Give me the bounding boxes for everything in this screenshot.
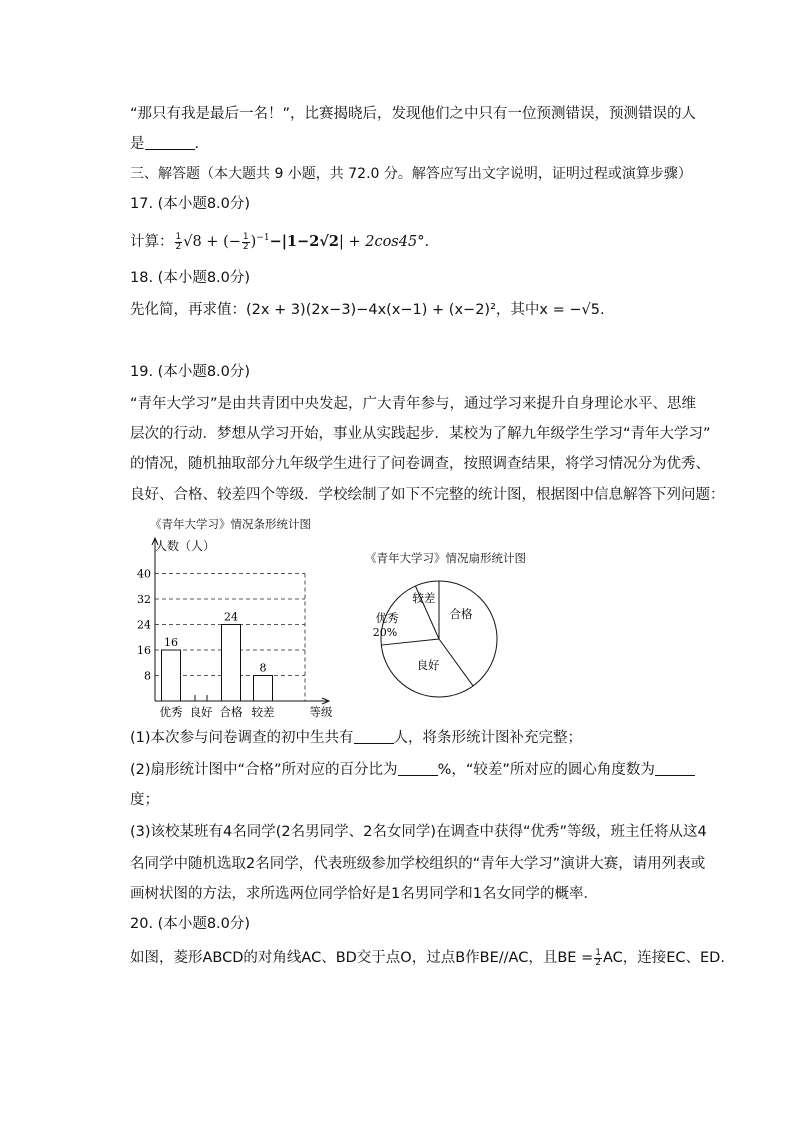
q17-end: | + 2cos45°. [338, 234, 430, 250]
q20-heading: 20. (本小题8.0分) [130, 916, 251, 932]
frac-den: 2 [595, 957, 601, 968]
q19-sub-3-line-3: 画树状图的方法，求所选两位同学恰好是1名男同学和1名女同学的概率． [130, 886, 598, 902]
y-tick-label: 40 [137, 567, 151, 581]
q19-s2-text-mid: %，“较差”所对应的圆心角度数为 [437, 762, 655, 778]
bar-4 [254, 676, 273, 702]
answer-blank[interactable] [655, 761, 695, 776]
bar-value-label: 8 [259, 661, 267, 675]
x-tick-label: 优秀 [159, 705, 183, 719]
frac-den: 2 [175, 241, 182, 252]
paren-close: ) [250, 234, 257, 250]
section-3-heading: 三、解答题（本大题共 9 小题，共 72.0 分。解答应写出文字说明，证明过程或演算步骤） [130, 166, 692, 182]
answer-blank[interactable] [398, 761, 438, 776]
q19-sub-3-line-2: 名同学中随机选取2名同学，代表班级参加学校组织的“青年大学习”演讲大赛，请用列表或 [130, 856, 706, 872]
q19-para-3: 的情况，随机抽取部分九年级学生进行了问卷调查，按照调查结果，将学习情况分为优秀、 [130, 456, 710, 472]
y-tick-label: 32 [137, 593, 151, 606]
q17-prefix: 计算： [130, 234, 174, 250]
q19-s1-text: (1)本次参与问卷调查的初中生共有 [130, 730, 354, 746]
frac-num: 1 [595, 947, 601, 958]
fraction-half [175, 233, 183, 252]
frac-num: 1 [175, 231, 182, 242]
bar-1 [162, 650, 181, 701]
bar-chart-ylabel: 人数（人） [155, 539, 216, 553]
x-tick-label: 良好 [189, 705, 213, 719]
q19-s2-text: (2)扇形统计图中“合格”所对应的百分比为 [130, 762, 398, 778]
x-tick-label: 合格 [219, 705, 243, 719]
bar-value-label: 16 [164, 636, 178, 649]
y-tick-label: 16 [137, 644, 151, 657]
pie-label: 优秀 [375, 611, 399, 625]
pie-chart-title: 《青年大学习》情况扇形统计图 [365, 551, 526, 565]
answer-blank[interactable] [145, 135, 195, 150]
exponent: −1 [256, 233, 270, 243]
q20-text-b: AC，连接EC、ED. [602, 950, 725, 966]
q17-plus: + (− [201, 234, 241, 250]
q19-s1-text-end: 人，将条形统计图补充完整； [393, 730, 583, 746]
y-tick-label: 24 [137, 618, 151, 632]
prev-answer-suffix: . [194, 136, 200, 152]
x-axis-label: 等级 [309, 705, 333, 719]
y-tick-label: 8 [144, 669, 151, 683]
fraction-half-2 [242, 233, 250, 252]
q19-sub-3-line-1: (3)该校某班有4名同学(2名男同学、2名女同学)在调查中获得“优秀”等级，班主任将从这4 [130, 824, 707, 840]
prev-answer-prefix: 是 [130, 136, 145, 152]
q20-text-a: 如图，菱形ABCD的对角线AC、BD交于点O，过点B作BE//AC，且BE = [130, 950, 594, 966]
q19-para-4: 良好、合格、较差四个等级．学校绘制了如下不完整的统计图，根据图中信息解答下列问题： [130, 487, 725, 503]
bar-value-label: 24 [224, 610, 238, 624]
sqrt-8: √8 [183, 234, 202, 250]
bar-chart [120, 535, 340, 725]
q17-heading: 17. (本小题8.0分) [130, 196, 251, 212]
sqrt-2: √2 [319, 233, 339, 250]
x-tick-label: 较差 [251, 705, 275, 719]
q19-sub-1 [130, 728, 582, 748]
q19-heading: 19. (本小题8.0分) [130, 364, 251, 380]
q19-para-2: 层次的行动．梦想从学习开始，事业从实践起步．某校为了解九年级学生学习“青年大学习” [130, 426, 711, 442]
q19-sub-2-end: 度； [130, 792, 159, 808]
pie-chart [360, 568, 520, 728]
q18-heading: 18. (本小题8.0分) [130, 270, 251, 286]
q17-abs: −|1−2 [269, 233, 320, 250]
answer-blank[interactable] [354, 729, 394, 744]
q17-expression [130, 228, 429, 252]
prev-question-line-2 [130, 134, 199, 154]
pie-label: 较差 [412, 591, 436, 605]
fraction-half [594, 949, 602, 968]
prev-question-line-1: “那只有我是最后一名！”，比赛揭晓后，发现他们之中只有一位预测错误，预测错误的人 [130, 106, 697, 122]
bar-3 [222, 625, 241, 702]
pie-label: 合格 [449, 607, 473, 621]
pie-label: 良好 [416, 658, 440, 672]
q18-expression: 先化简，再求值：(2x + 3)(2x−3)−4x(x−1) + (x−2)²，其中x = −√5. [130, 302, 605, 318]
q20-text [130, 948, 725, 968]
frac-den: 2 [242, 241, 249, 252]
frac-num: 1 [242, 231, 249, 242]
q19-sub-2 [130, 760, 695, 780]
bar-chart-title: 《青年大学习》情况条形统计图 [150, 517, 311, 531]
pie-value-label: 20% [372, 626, 398, 639]
q19-para-1: “青年大学习”是由共青团中央发起，广大青年参与，通过学习来提升自身理论水平、思维 [130, 396, 697, 412]
